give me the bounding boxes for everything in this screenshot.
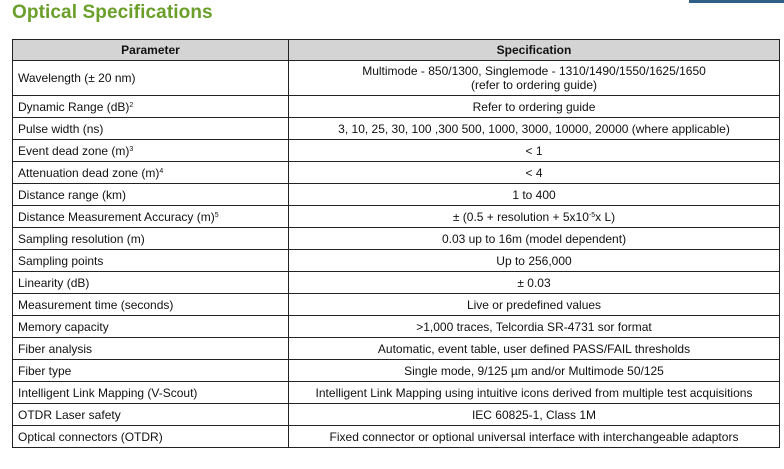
spec-cell: Up to 256,000 [289, 250, 780, 272]
footnote-marker: 2 [129, 101, 134, 109]
param-cell [13, 426, 289, 448]
param-cell [13, 250, 289, 272]
param-label: Memory capacity [18, 319, 109, 334]
spec-cell: ± 0.03 [289, 272, 780, 294]
spec-value-part-a: ± (0.5 + resolution + 5x10 [452, 209, 589, 224]
table-row [13, 338, 780, 360]
param-label: Attenuation dead zone (m) [18, 165, 160, 180]
param-label: Linearity (dB) [18, 275, 90, 290]
table-row [13, 184, 780, 206]
table-row [13, 426, 780, 448]
header-specification: Specification [289, 40, 780, 61]
param-label: Dynamic Range (dB) [18, 99, 130, 114]
specifications-table [12, 39, 780, 448]
param-label: Wavelength (± 20 nm) [18, 71, 136, 85]
param-cell [13, 382, 289, 404]
spec-cell: Single mode, 9/125 µm and/or Multimode 50/125 [289, 360, 780, 382]
param-label: Sampling resolution (m) [18, 231, 145, 246]
param-label: Distance range (km) [18, 187, 127, 202]
param-label: Intelligent Link Mapping (V-Scout) [18, 385, 198, 400]
page-title: Optical Specifications [12, 2, 213, 23]
param-label: OTDR Laser safety [18, 407, 121, 422]
param-cell [13, 96, 289, 118]
spec-cell: 1 to 400 [289, 184, 780, 206]
param-label: Fiber type [18, 363, 72, 378]
spec-cell: Automatic, event table, user defined PASS/FAIL thresholds [289, 338, 780, 360]
param-cell [13, 228, 289, 250]
param-cell [13, 272, 289, 294]
table-row [13, 316, 780, 338]
table-row [13, 61, 780, 96]
param-cell [13, 184, 289, 206]
spec-cell [289, 61, 780, 96]
spec-cell: >1,000 traces, Telcordia SR-4731 sor format [289, 316, 780, 338]
param-cell [13, 338, 289, 360]
spec-cell: Refer to ordering guide [289, 96, 780, 118]
spec-note: (refer to ordering guide) [470, 78, 598, 92]
footnote-marker: 4 [159, 167, 164, 175]
param-cell [13, 162, 289, 184]
exponent: -5 [588, 211, 596, 219]
table-header-row [13, 40, 780, 61]
table-row [13, 382, 780, 404]
param-label: Distance Measurement Accuracy (m) [18, 209, 215, 224]
param-cell [13, 118, 289, 140]
param-label: Fiber analysis [18, 341, 93, 356]
table-row [13, 162, 780, 184]
table-row [13, 250, 780, 272]
param-cell [13, 140, 289, 162]
spec-cell [289, 206, 780, 228]
param-label: Event dead zone (m) [18, 143, 130, 158]
param-cell [13, 316, 289, 338]
corner-accent-bar [689, 0, 784, 3]
param-label: Measurement time (seconds) [18, 297, 174, 312]
param-cell [13, 61, 289, 96]
table-row [13, 294, 780, 316]
param-label: Optical connectors (OTDR) [18, 429, 163, 444]
table-row [13, 272, 780, 294]
spec-cell: 3, 10, 25, 30, 100 ,300 500, 1000, 3000, 10000, 20000 (where applicable) [289, 118, 780, 140]
footnote-marker: 5 [214, 211, 219, 219]
table-row [13, 228, 780, 250]
spec-cell: < 1 [289, 140, 780, 162]
table-row [13, 140, 780, 162]
spec-cell: Intelligent Link Mapping using intuitive icons derived from multiple test acquisitions [289, 382, 780, 404]
param-cell [13, 206, 289, 228]
spec-cell: Fixed connector or optional universal interface with interchangeable adaptors [289, 426, 780, 448]
header-parameter: Parameter [13, 40, 289, 61]
param-cell [13, 294, 289, 316]
param-label: Sampling points [18, 253, 104, 268]
param-cell [13, 404, 289, 426]
table-row [13, 96, 780, 118]
footnote-marker: 3 [129, 145, 134, 153]
table-row [13, 404, 780, 426]
spec-cell: < 4 [289, 162, 780, 184]
table-row [13, 118, 780, 140]
spec-value-part-b: x L) [595, 209, 616, 224]
param-label: Pulse width (ns) [18, 121, 104, 136]
param-cell [13, 360, 289, 382]
spec-cell: IEC 60825-1, Class 1M [289, 404, 780, 426]
spec-cell: Live or predefined values [289, 294, 780, 316]
spec-cell: 0.03 up to 16m (model dependent) [289, 228, 780, 250]
spec-value: Multimode - 850/1300, Singlemode - 1310/1490/1550/1625/1650 [362, 64, 706, 78]
table-row [13, 360, 780, 382]
table-row [13, 206, 780, 228]
